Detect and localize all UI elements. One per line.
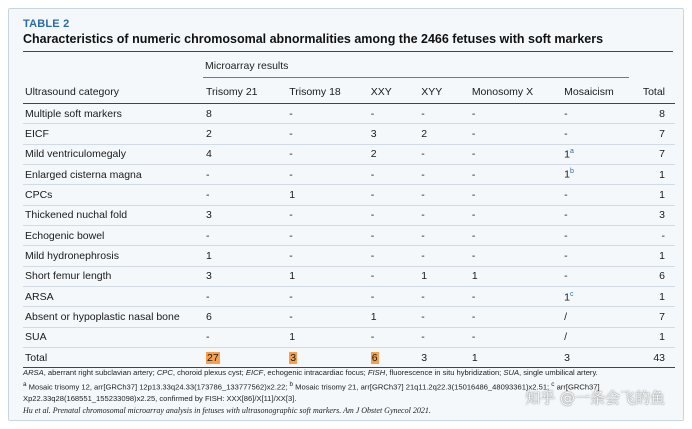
footnote-b-mark: b: [289, 381, 294, 388]
col-header-xxy: XXY: [369, 81, 420, 104]
footnote-ref: a: [570, 148, 574, 156]
cell-xxy: -: [369, 287, 420, 307]
cell-mx: -: [470, 144, 562, 164]
cell-xyy: -: [419, 104, 470, 124]
top-rule: [23, 51, 673, 52]
cell-t21: 2: [204, 124, 287, 144]
cell-t18: -: [287, 124, 368, 144]
cell-cat: Mild hydronephrosis: [23, 246, 204, 266]
cell-t18: -: [287, 287, 368, 307]
cell-cat: EICF: [23, 124, 204, 144]
cell-total: 7: [641, 124, 675, 144]
cell-mx: -: [470, 205, 562, 225]
cell-mx: -: [470, 185, 562, 205]
cell-xxy: -: [369, 165, 420, 185]
cell-xxy: -: [369, 327, 420, 347]
cell-xxy: -: [369, 246, 420, 266]
cell-xyy: 1: [419, 266, 470, 286]
table-title: Characteristics of numeric chromosomal abnormalities among the 2466 fetuses with soft markers: [23, 32, 604, 46]
cell-t21: -: [204, 185, 287, 205]
cell-mos: -: [562, 185, 641, 205]
cell-total: 7: [641, 144, 675, 164]
cell-cat: Absent or hypoplastic nasal bone: [23, 307, 204, 327]
cell-mx: -: [470, 287, 562, 307]
cell-total: 1: [641, 246, 675, 266]
cell-xyy: -: [419, 205, 470, 225]
table-row: [23, 185, 675, 205]
cell-t21: 8: [204, 104, 287, 124]
cell-t21: 3: [204, 205, 287, 225]
abbrev-key: FISH: [367, 368, 386, 377]
footnote-b: Mosaic trisomy 21, arr[GRCh37] 21q11.2q22.3(15016486_48093361)x2.51;: [293, 382, 552, 392]
cell-total: 1: [641, 165, 675, 185]
cell-t21: -: [204, 226, 287, 246]
abbrev-key: EICF: [245, 368, 264, 377]
total-row: [23, 348, 675, 368]
data-table: [23, 81, 675, 368]
cell-xyy: -: [419, 165, 470, 185]
cell-xyy: -: [419, 144, 470, 164]
cell-cat: Total: [23, 348, 204, 368]
cell-mx: -: [470, 307, 562, 327]
footnote-ref: b: [570, 168, 574, 176]
cell-mx: -: [470, 124, 562, 144]
table-row: [23, 327, 675, 347]
table-row: [23, 226, 675, 246]
group-header-rule: [203, 77, 629, 78]
cell-cat: Echogenic bowel: [23, 226, 204, 246]
footnote-c-mark: c: [551, 381, 555, 388]
cell-mos: -: [562, 124, 641, 144]
cell-mos: -: [562, 246, 641, 266]
footnote-c: arr[GRCh37] Xp22.33q28(168551_155233098)x2.25, confirmed by FISH: XXX[86]/X[11]/XX[3].: [23, 382, 600, 403]
cell-t21: -: [204, 165, 287, 185]
cell-t18: -: [287, 104, 368, 124]
col-header-trisomy18: Trisomy 18: [287, 81, 368, 104]
cell-mos: 1$^a$: [562, 144, 641, 164]
cell-xyy: 3: [419, 348, 470, 368]
abbrev-def: , aberrant right subclavian artery;: [43, 368, 157, 377]
abbrev-def: , single umbilical artery.: [519, 368, 598, 377]
col-header-trisomy21: Trisomy 21: [204, 81, 287, 104]
cell-t18: 3: [287, 348, 368, 368]
cell-mx: -: [470, 104, 562, 124]
cell-xyy: -: [419, 327, 470, 347]
cell-t18: -: [287, 307, 368, 327]
cell-xxy: 6: [369, 348, 420, 368]
table-body: [23, 104, 675, 368]
cell-total: 3: [641, 205, 675, 225]
cell-xyy: -: [419, 185, 470, 205]
table-row: [23, 165, 675, 185]
cell-t18: -: [287, 144, 368, 164]
cell-t18: 1: [287, 266, 368, 286]
table-row: [23, 205, 675, 225]
cell-cat: Short femur length: [23, 266, 204, 286]
cell-total: 1: [641, 327, 675, 347]
abbrev-key: ARSA: [23, 368, 44, 377]
cell-xxy: -: [369, 266, 420, 286]
cell-xxy: -: [369, 185, 420, 205]
cell-mos: -: [562, 104, 641, 124]
footnote-a: Mosaic trisomy 12, arr[GRCh37] 12p13.33q24.33(173786_133777562)x2.22;: [26, 382, 290, 392]
abbreviations-note: [23, 367, 675, 378]
cell-mos: /: [562, 327, 641, 347]
cell-t18: -: [287, 226, 368, 246]
abbrev-key: SUA: [503, 368, 520, 377]
cell-t18: -: [287, 246, 368, 266]
watermark: 知乎 @一条会飞的鱼: [525, 389, 665, 407]
table-panel: [8, 8, 684, 421]
abbrev-def: , echogenic intracardiac focus;: [263, 368, 368, 377]
abbrev-def: , choroid plexus cyst;: [172, 368, 246, 377]
cell-xyy: -: [419, 226, 470, 246]
cell-mos: -: [562, 226, 641, 246]
cell-cat: Multiple soft markers: [23, 104, 204, 124]
col-header-mosaicism: Mosaicism: [562, 81, 641, 104]
cell-cat: Thickened nuchal fold: [23, 205, 204, 225]
cell-xxy: 2: [369, 144, 420, 164]
table-row: [23, 124, 675, 144]
col-header-category: Ultrasound category: [23, 81, 204, 104]
table-row: [23, 266, 675, 286]
cell-cat: ARSA: [23, 287, 204, 307]
cell-xxy: -: [369, 104, 420, 124]
cell-xxy: 3: [369, 124, 420, 144]
cell-mx: -: [470, 246, 562, 266]
cell-t21: 3: [204, 266, 287, 286]
cell-total: 43: [641, 348, 675, 368]
cell-xyy: -: [419, 287, 470, 307]
col-header-total: Total: [641, 81, 675, 104]
cell-mos: 1$^c$: [562, 287, 641, 307]
cell-xxy: -: [369, 205, 420, 225]
cell-total: 1: [641, 185, 675, 205]
col-header-xyy: XYY: [419, 81, 470, 104]
cell-xyy: 2: [419, 124, 470, 144]
cell-cat: Enlarged cisterna magna: [23, 165, 204, 185]
cell-t21: -: [204, 287, 287, 307]
cell-total: 6: [641, 266, 675, 286]
cell-t18: -: [287, 205, 368, 225]
table-row: [23, 307, 675, 327]
cell-total: -: [641, 226, 675, 246]
cell-t21: 27: [204, 348, 287, 368]
cell-mx: 1: [470, 266, 562, 286]
cell-cat: CPCs: [23, 185, 204, 205]
microarray-group-header: Microarray results: [205, 60, 289, 72]
cell-mx: -: [470, 327, 562, 347]
cell-t18: 1: [287, 327, 368, 347]
table-row: [23, 287, 675, 307]
footnote-ref: c: [570, 290, 574, 298]
abbrev-key: CPC: [156, 368, 173, 377]
cell-mos: -: [562, 205, 641, 225]
cell-cat: SUA: [23, 327, 204, 347]
cell-xxy: -: [369, 226, 420, 246]
footnote-a-mark: a: [23, 381, 27, 388]
cell-t18: -: [287, 165, 368, 185]
citation: Hu et al. Prenatal chromosomal microarray analysis in fetuses with ultrasonographic soft markers. Am J Obstet Gynecol 2021.: [23, 406, 431, 415]
table-row: [23, 144, 675, 164]
col-header-monosomy-x: Monosomy X: [470, 81, 562, 104]
header-row: [23, 81, 675, 104]
cell-total: 7: [641, 307, 675, 327]
cell-t21: 4: [204, 144, 287, 164]
abbrev-def: , fluorescence in situ hybridization;: [385, 368, 504, 377]
cell-t18: 1: [287, 185, 368, 205]
cell-t21: 6: [204, 307, 287, 327]
cell-total: 8: [641, 104, 675, 124]
table-row: [23, 246, 675, 266]
cell-mx: -: [470, 165, 562, 185]
cell-mos: /: [562, 307, 641, 327]
cell-mx: 1: [470, 348, 562, 368]
cell-mos: 1$^b$: [562, 165, 641, 185]
table-label: TABLE 2: [23, 18, 70, 30]
cell-mos: -: [562, 266, 641, 286]
cell-t21: 1: [204, 246, 287, 266]
cell-xyy: -: [419, 307, 470, 327]
cell-mos: 3: [562, 348, 641, 368]
cell-xyy: -: [419, 246, 470, 266]
table-row: [23, 104, 675, 124]
cell-cat: Mild ventriculomegaly: [23, 144, 204, 164]
cell-xxy: 1: [369, 307, 420, 327]
cell-total: 1: [641, 287, 675, 307]
cell-mx: -: [470, 226, 562, 246]
cell-t21: -: [204, 327, 287, 347]
